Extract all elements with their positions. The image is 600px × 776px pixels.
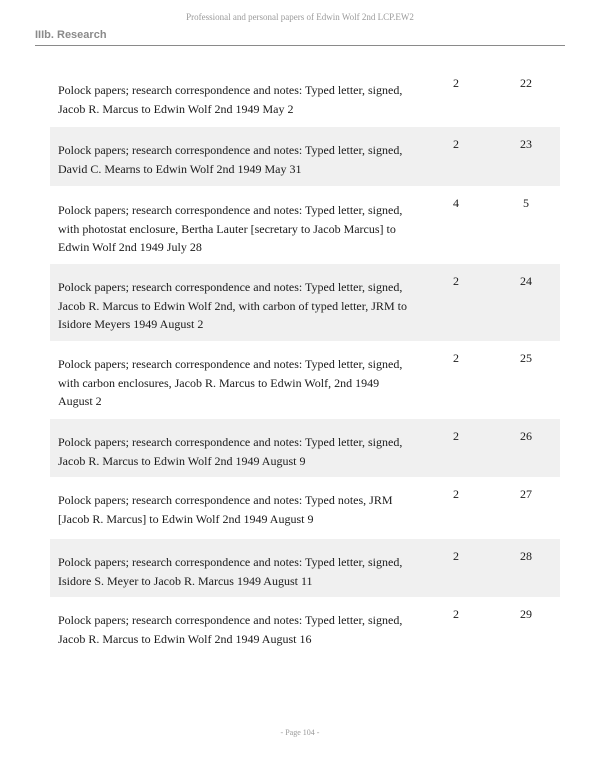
- item-description: Polock papers; research correspondence and notes: Typed letter, signed, Isidore S. Meyer to Jacob R. Marcus 1949 August 11: [58, 555, 403, 588]
- folder-number: 24: [520, 274, 532, 288]
- item-description: Polock papers; research correspondence and notes: Typed letter, signed, Jacob R. Marcus to Edwin Wolf 2nd, with carbon of typed letter, JRM to Isidore Meyers 1949 August 2: [58, 280, 407, 331]
- box-number: 2: [453, 487, 459, 501]
- item-description: Polock papers; research correspondence and notes: Typed notes, JRM [Jacob R. Marcus] to Edwin Wolf 2nd 1949 August 9: [58, 493, 393, 526]
- box-number: 2: [453, 274, 459, 288]
- item-description: Polock papers; research correspondence and notes: Typed letter, signed, David C. Mearns to Edwin Wolf 2nd 1949 May 31: [58, 143, 403, 176]
- list-item: [50, 597, 560, 659]
- box-number: 4: [453, 196, 459, 210]
- running-header: Professional and personal papers of Edwin Wolf 2nd LCP.EW2: [186, 12, 414, 22]
- page-number: - Page 104 -: [280, 728, 320, 737]
- section-divider: [35, 45, 565, 46]
- box-number: 2: [453, 549, 459, 563]
- folder-number: 27: [520, 487, 532, 501]
- folder-number: 26: [520, 429, 532, 443]
- section-heading: IIIb. Research: [35, 29, 107, 41]
- folder-number: 29: [520, 607, 532, 621]
- item-description: Polock papers; research correspondence and notes: Typed letter, signed, Jacob R. Marcus to Edwin Wolf 2nd 1949 August 9: [58, 435, 403, 468]
- container-list: [50, 62, 560, 659]
- list-item: [50, 419, 560, 477]
- list-item: [50, 186, 560, 264]
- folder-number: 28: [520, 549, 532, 563]
- folder-number: 23: [520, 137, 532, 151]
- box-number: 2: [453, 76, 459, 90]
- item-description: Polock papers; research correspondence and notes: Typed letter, signed, with carbon enclosures, Jacob R. Marcus to Edwin Wolf, 2nd 1949 August 2: [58, 357, 403, 408]
- box-number: 2: [453, 351, 459, 365]
- list-item: [50, 539, 560, 597]
- box-number: 2: [453, 429, 459, 443]
- list-item: [50, 127, 560, 186]
- list-item: [50, 62, 560, 127]
- box-number: 2: [453, 607, 459, 621]
- box-number: 2: [453, 137, 459, 151]
- folder-number: 5: [523, 196, 529, 210]
- item-description: Polock papers; research correspondence and notes: Typed letter, signed, Jacob R. Marcus to Edwin Wolf 2nd 1949 August 16: [58, 613, 403, 646]
- list-item: [50, 341, 560, 419]
- item-description: Polock papers; research correspondence and notes: Typed letter, signed, with photostat enclosure, Bertha Lauter [secretary to Jacob Marcus] to Edwin Wolf 2nd 1949 July 28: [58, 203, 403, 254]
- item-description: Polock papers; research correspondence and notes: Typed letter, signed, Jacob R. Marcus to Edwin Wolf 2nd 1949 May 2: [58, 83, 403, 116]
- list-item: [50, 477, 560, 539]
- folder-number: 22: [520, 76, 532, 90]
- list-item: [50, 264, 560, 341]
- folder-number: 25: [520, 351, 532, 365]
